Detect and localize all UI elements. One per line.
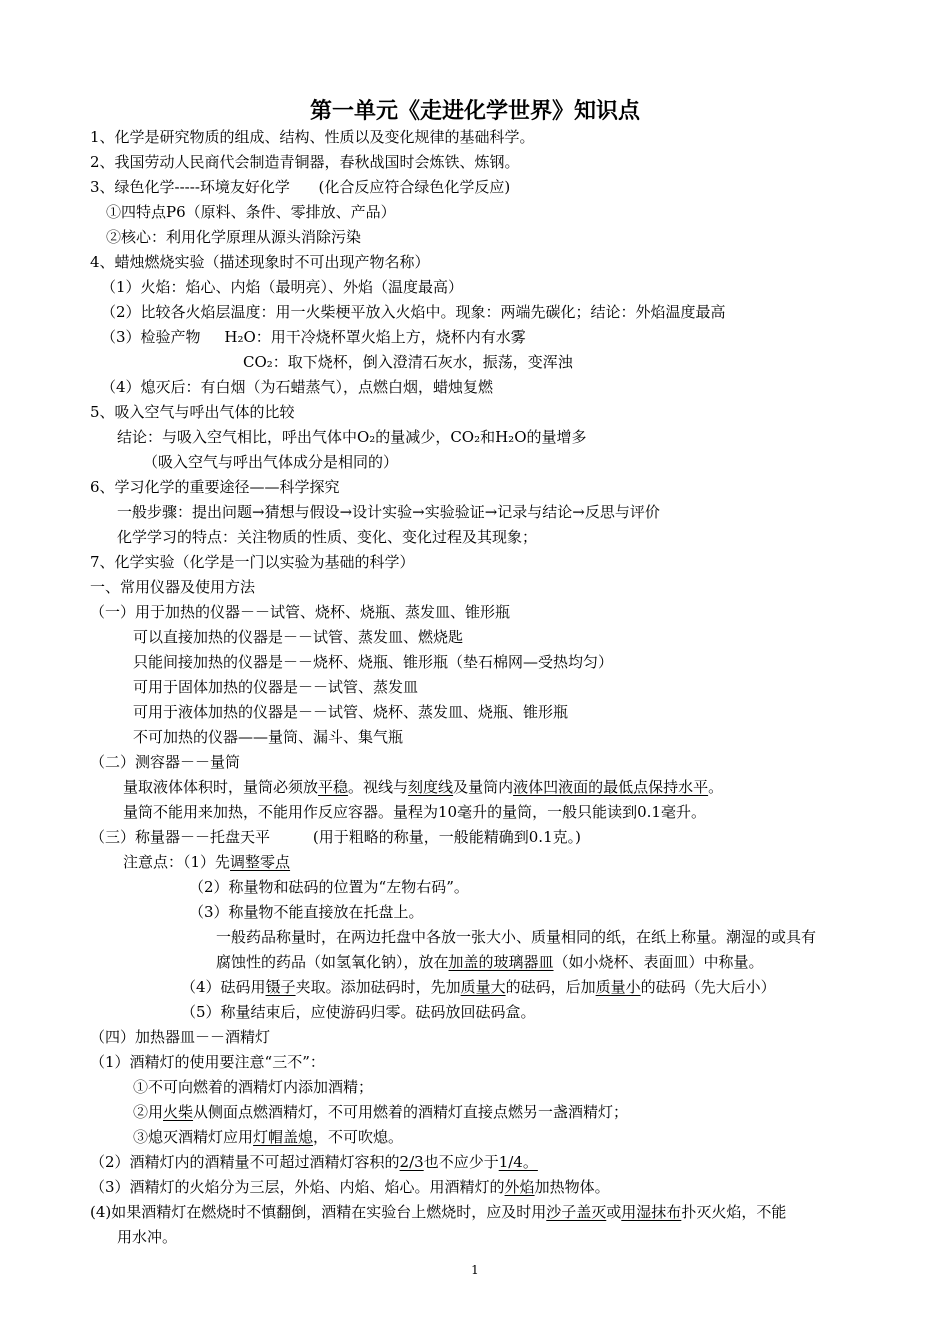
line-text: 可用于固体加热的仪器是－－试管、蒸发皿	[133, 678, 419, 696]
text-line	[90, 252, 430, 272]
line-text: ，不可吹熄。	[313, 1128, 404, 1146]
underlined-text: 调整零点	[230, 853, 291, 871]
page-title: 第一单元《走进化学世界》知识点	[309, 98, 640, 124]
line-text: ①四特点P6（原料、条件、零排放、产品）	[106, 203, 396, 221]
line-text: 化学学习的特点：关注物质的性质、变化、变化过程及其现象；	[117, 528, 538, 546]
underlined-text: 外焰	[504, 1178, 535, 1196]
line-text: ①不可向燃着的酒精灯内添加酒精；	[133, 1078, 374, 1096]
line-text: （4）熄灭后：有白烟（为石蜡蒸气），点燃白烟，蜡烛复燃	[101, 378, 494, 396]
line-text: 扑灭火焰，不能	[681, 1203, 787, 1221]
underlined-text: 1/4。	[498, 1153, 538, 1171]
text-line	[181, 977, 776, 997]
line-text: （3）检验产物 H₂O：用干冷烧杯罩火焰上方，烧杯内有水雾	[101, 328, 526, 346]
text-line	[133, 627, 463, 647]
line-text: 一般步骤：提出问题→猜想与假设→设计实验→实验验证→记录与结论→反思与评价	[117, 503, 660, 521]
text-line	[123, 852, 290, 872]
text-line	[106, 202, 396, 222]
line-text: 从侧面点燃酒精灯，不可用燃着的酒精灯直接点燃另一盏酒精灯；	[193, 1103, 629, 1121]
text-line	[90, 402, 295, 422]
text-line	[117, 502, 660, 522]
line-text: 1、化学是研究物质的组成、结构、性质以及变化规律的基础科学。	[90, 128, 535, 146]
line-text: 腐蚀性的药品（如氢氧化钠），放在	[216, 953, 449, 971]
line-text: 一、常用仪器及使用方法	[90, 578, 256, 596]
underlined-text: 质量大	[460, 978, 506, 996]
line-text: （2）酒精灯内的酒精量不可超过酒精灯容积的	[90, 1153, 400, 1171]
line-text: 6、学习化学的重要途径——科学探究	[90, 478, 340, 496]
text-line	[90, 1052, 325, 1072]
line-text: 3、绿色化学-----环境友好化学 (化合反应符合绿色化学反应)	[90, 178, 511, 196]
line-text: 也不应少于	[423, 1153, 499, 1171]
underlined-text: 2/3	[399, 1153, 424, 1171]
underlined-text: 加盖的玻璃器皿	[448, 953, 554, 971]
text-line	[133, 1127, 403, 1147]
line-text: 量取液体体积时，量筒必须放	[123, 778, 319, 796]
text-line	[123, 802, 706, 822]
text-line	[90, 752, 240, 772]
line-text: 不可加热的仪器——量筒、漏斗、集气瓶	[133, 728, 404, 746]
text-line	[133, 652, 613, 672]
underlined-text: 液体凹液面的最低点保持水平	[513, 778, 709, 796]
line-text: 及量筒内	[453, 778, 514, 796]
line-text: （吸入空气与呼出气体成分是相同的）	[143, 453, 399, 471]
line-text: （1）酒精灯的使用要注意“三不”：	[90, 1053, 325, 1071]
text-line	[133, 702, 568, 722]
line-text: 7、化学实验（化学是一门以实验为基础的科学）	[90, 553, 415, 571]
text-line	[90, 1152, 538, 1172]
line-text: 的砝码（先大后小）	[640, 978, 776, 996]
underlined-text: 质量小	[595, 978, 641, 996]
text-line	[117, 427, 587, 447]
text-line	[90, 1027, 270, 1047]
line-text: 。	[708, 778, 724, 796]
underlined-text: 平稳	[318, 778, 349, 796]
line-text: （2）称量物和砝码的位置为“左物右码”。	[189, 878, 469, 896]
line-text: （二）测容器－－量筒	[90, 753, 241, 771]
text-line	[101, 377, 493, 397]
line-text: ②核心：利用化学原理从源头消除污染	[106, 228, 362, 246]
text-line	[90, 827, 581, 847]
text-line	[101, 302, 726, 322]
underlined-text: 沙子盖灭	[546, 1203, 607, 1221]
line-text: （1）火焰：焰心、内焰（最明亮）、外焰（温度最高）	[101, 278, 464, 296]
text-line	[133, 1077, 373, 1097]
line-text: 量筒不能用来加热，不能用作反应容器。量程为10毫升的量筒，一般只能读到0.1毫升。	[123, 803, 706, 821]
line-text: 只能间接加热的仪器是－－烧杯、烧瓶、锥形瓶（垫石棉网—受热均匀）	[133, 653, 614, 671]
text-line	[181, 1002, 536, 1022]
line-text: （2）比较各火焰层温度：用一火柴梗平放入火焰中。现象：两端先碳化；结论：外焰温度最高	[101, 303, 726, 321]
line-text: CO₂：取下烧杯，倒入澄清石灰水，振荡，变浑浊	[243, 353, 573, 371]
text-line	[133, 677, 418, 697]
text-line	[117, 527, 537, 547]
line-text: 可用于液体加热的仪器是－－试管、烧杯、蒸发皿、烧瓶、锥形瓶	[133, 703, 569, 721]
line-text: 或	[606, 1203, 622, 1221]
page-number: 1	[471, 1263, 479, 1277]
text-line	[189, 902, 424, 922]
line-text: （四）加热器皿－－酒精灯	[90, 1028, 271, 1046]
text-line	[216, 952, 764, 972]
text-line	[143, 452, 398, 472]
text-line	[90, 1177, 610, 1197]
text-line	[90, 1202, 786, 1222]
text-line	[90, 552, 415, 572]
text-line	[90, 477, 340, 497]
line-text: 的砝码，后加	[505, 978, 596, 996]
text-line	[90, 127, 535, 147]
underlined-text: 用湿抹布	[621, 1203, 682, 1221]
underlined-text: 镊子	[265, 978, 296, 996]
line-text: 一般药品称量时，在两边托盘中各放一张大小、质量相同的纸，在纸上称量。潮湿的或具有	[216, 928, 817, 946]
line-text: (4)如果酒精灯在燃烧时不慎翻倒，酒精在实验台上燃烧时，应及时用	[90, 1203, 547, 1221]
line-text: 可以直接加热的仪器是－－试管、蒸发皿、燃烧匙	[133, 628, 464, 646]
line-text: 5、吸入空气与呼出气体的比较	[90, 403, 295, 421]
text-line	[123, 777, 723, 797]
line-text: 夹取。添加砝码时，先加	[295, 978, 461, 996]
text-line	[243, 352, 573, 372]
line-text: 4、蜡烛燃烧实验（描述现象时不可出现产物名称）	[90, 253, 430, 271]
text-line	[101, 277, 463, 297]
line-text: 加热物体。	[534, 1178, 610, 1196]
line-text: 2、我国劳动人民商代会制造青铜器，春秋战国时会炼铁、炼钢。	[90, 153, 520, 171]
line-text: （3）酒精灯的火焰分为三层，外焰、内焰、焰心。用酒精灯的	[90, 1178, 505, 1196]
text-line	[90, 602, 510, 622]
line-text: ②用	[133, 1103, 164, 1121]
text-line	[101, 327, 526, 347]
underlined-text: 火柴	[163, 1103, 194, 1121]
line-text: （5）称量结束后，应使游码归零。砝码放回砝码盒。	[181, 1003, 536, 1021]
text-line	[133, 1102, 628, 1122]
text-line	[117, 1227, 177, 1247]
text-line	[90, 177, 510, 197]
text-line	[90, 577, 255, 597]
line-text: （三）称量器－－托盘天平 (用于粗略的称量，一般能精确到0.1克。)	[90, 828, 581, 846]
line-text: （如小烧杯、表面皿）中称量。	[553, 953, 764, 971]
line-text: 注意点：（1）先	[123, 853, 231, 871]
line-text: 用水冲。	[117, 1228, 178, 1246]
line-text: （一）用于加热的仪器－－试管、烧杯、烧瓶、蒸发皿、锥形瓶	[90, 603, 511, 621]
line-text: ③熄灭酒精灯应用	[133, 1128, 254, 1146]
line-text: 。视线与	[348, 778, 409, 796]
line-text: （4）砝码用	[181, 978, 266, 996]
line-text: （3）称量物不能直接放在托盘上。	[189, 903, 424, 921]
text-line	[216, 927, 816, 947]
line-text: 结论：与吸入空气相比，呼出气体中O₂的量减少，CO₂和H₂O的量增多	[117, 428, 587, 446]
text-line	[133, 727, 403, 747]
text-line	[189, 877, 469, 897]
text-line	[106, 227, 361, 247]
underlined-text: 刻度线	[408, 778, 454, 796]
underlined-text: 灯帽盖熄	[253, 1128, 314, 1146]
text-line	[90, 152, 520, 172]
